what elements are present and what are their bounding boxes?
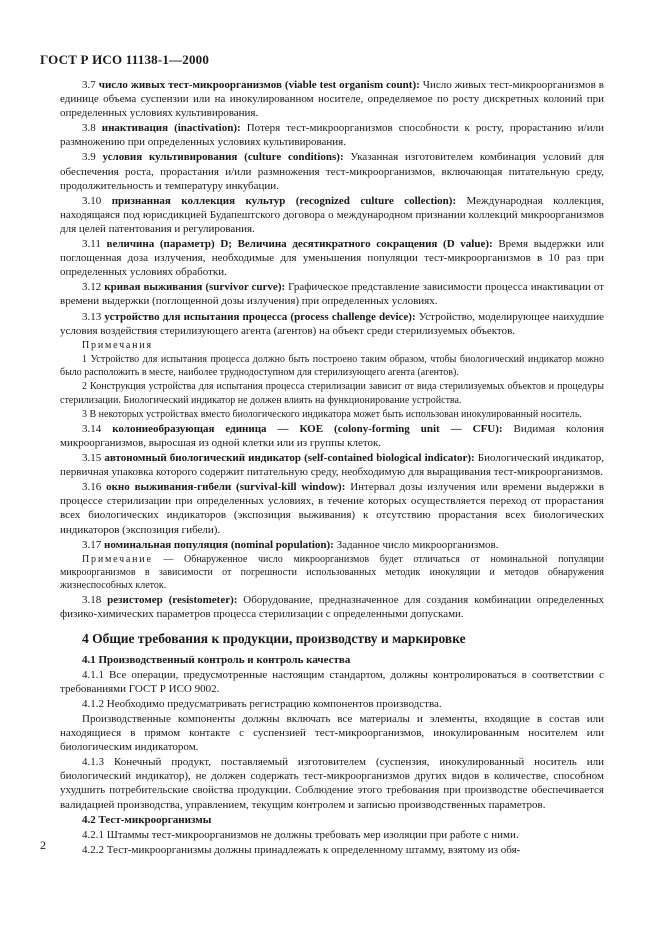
definition-item [60, 538, 604, 552]
note-item: 2 Конструкция устройства для испытания процесса стерилизации зависит от вида стерилизуемых объектов и процедуры стерилизации. Биологический индикатор не должен влиять на функционирование устройства. [60, 381, 604, 406]
term-name: номинальная популяция (nominal population): [104, 538, 334, 551]
subsection-4-1-title: 4.1 Производственный контроль и контроль качества [82, 653, 351, 666]
term-number: 3.7 [82, 79, 96, 91]
definition-item [60, 422, 604, 450]
definitions-list-b [60, 422, 604, 552]
single-note-label: Примечание [82, 553, 153, 565]
definition-3-18 [60, 593, 604, 621]
single-note-text: — Обнаруженное число микроорганизмов будет отличаться от номинальной популяции микроорганизмов в зависимости от погрешности использованных методик инокуляции и методов обнаружения жизнеспособных клеток. [60, 553, 604, 592]
subsection-4-1-body [60, 668, 604, 812]
term-number: 3.12 [82, 281, 102, 294]
term-name: число живых тест-микроорганизмов (viable test organism count): [98, 79, 420, 91]
term-number: 3.9 [82, 151, 96, 164]
term-number: 3.11 [82, 238, 101, 251]
paragraph: 4.2.1 Штаммы тест-микроорганизмов не должны требовать мер изоляции при работе с ними. [82, 828, 519, 841]
subsection-4-2-title: 4.2 Тест-микроорганизмы [82, 813, 212, 826]
definition-item [60, 194, 604, 236]
term-definition: Интервал дозы излучения или времени выдержки в процессе стерилизации при определенных условиях, в течение которых осуществляется переход от прорастания всех биологических индикаторов (экспозиция выживания) к отсутствию прорастания всех биологических индикаторов (экспозиция гибели). [60, 481, 605, 536]
term-name: кривая выживания (survivor curve): [104, 281, 286, 294]
definition-item [60, 451, 604, 479]
document-body [60, 78, 604, 858]
term-definition: Число живых тест-микроорганизмов в единице объема суспензии или на инокулированном носителе, определяемое по росту дискретных колоний при определенных условиях культивирования. [60, 79, 604, 120]
definition-item [60, 121, 604, 149]
term-definition: Устройство, моделирующее наихудшие условия воздействия стерилизующего агента (агентов) на объект среди стерилизуемых объектов. [60, 310, 605, 337]
term-definition: Графическое представление зависимости процесса инактивации от времени выдержки (поглощенной дозы излучения) при определенных условиях. [60, 281, 605, 308]
term-name: колониеобразующая единица — КОЕ (colony-forming unit — CFU): [112, 422, 503, 435]
term-definition: Заданное число микроорганизмов. [333, 538, 499, 551]
term-number: 3.8 [82, 122, 96, 135]
single-note [60, 553, 604, 593]
term-name: автономный биологический индикатор (self-contained biological indicator): [104, 452, 475, 465]
definition-item [60, 78, 604, 120]
paragraph: 4.2.2 Тест-микроорганизмы должны принадлежать к определенному штамму, взятому из обя- [82, 843, 521, 856]
term-number: 3.10 [82, 194, 102, 207]
term-definition: Время выдержки или поглощенная доза излучения, необходимые для уменьшения популяции тест-микроорганизмов в 10 раз при определенных условиях обработки. [60, 238, 605, 279]
definition-item [60, 310, 604, 338]
term-number: 3.13 [82, 310, 102, 323]
term-name: резистомер (resistometer): [107, 594, 238, 607]
term-name: признанная коллекция культур (recognized culture collection): [111, 194, 457, 207]
term-definition: Видимая колония микроорганизмов, выросшая из одной клетки или из группы клеток. [60, 422, 604, 449]
term-number: 3.18 [82, 594, 102, 607]
note-item: 3 В некоторых устройствах вместо биологического индикатора может быть использован инокулированный носитель. [82, 408, 582, 420]
term-number: 3.15 [82, 452, 102, 465]
term-name: окно выживания-гибели (survival-kill window): [106, 481, 346, 494]
term-name: устройство для испытания процесса (process challenge device): [104, 310, 416, 323]
definition-item [60, 280, 604, 308]
notes-list [60, 353, 604, 421]
term-name: условия культивирования (culture conditions): [102, 151, 344, 164]
page-number: 2 [40, 838, 46, 852]
term-definition: Потеря тест-микроорганизмов способности к росту, прорастанию и/или размножению при определенных условиях культивирования. [60, 122, 604, 149]
definitions-list-a [60, 78, 604, 338]
section-4-title: 4 Общие требования к продукции, производству и маркировке [82, 630, 466, 646]
paragraph: Производственные компоненты должны включать все материалы и элементы, входящие в состав или находящиеся в прямом контакте с суспензией тест-микроорганизмов, инокулированным носителем или биологическим индикатором. [60, 713, 604, 754]
term-name: инактивация (inactivation): [101, 122, 241, 135]
term-number: 3.14 [82, 422, 102, 435]
paragraph: 4.1.3 Конечный продукт, поставляемый изготовителем (суспензия, инокулированный носитель или биологический индикатор), не должен содержать тест-микроорганизмов других видов в количестве, способном ухудшить потребительские свойства продукции. Соблюдение этого требования при производстве обеспечивается валидацией производства, управлением, текущим контролем и записью производственных параметров. [60, 756, 604, 811]
definition-item [60, 480, 604, 536]
term-number: 3.17 [82, 538, 102, 551]
note-item: 1 Устройство для испытания процесса должно быть построено таким образом, чтобы биологический индикатор можно было расположить в месте, наиболее труднодоступном для стерилизующего агента (агентов). [60, 353, 604, 379]
subsection-4-2-body [60, 828, 604, 857]
term-definition: Оборудование, предназначенное для создания комбинации определенных физико-химических параметров процесса стерилизации с определенными допусками. [60, 594, 604, 621]
notes-block [60, 339, 604, 421]
paragraph: 4.1.1 Все операции, предусмотренные настоящим стандартом, должны контролироваться в соответствии с требованиями ГОСТ Р ИСО 9002. [60, 668, 604, 695]
term-name: величина (параметр) D; Величина десятикратного сокращения (D value): [106, 238, 493, 251]
definition-item [60, 237, 604, 279]
definition-item [60, 150, 604, 192]
term-definition: Биологический индикатор, первичная упаковка которого содержит питательную среду, необходимую для выращивания тест-микроорганизмов. [60, 452, 604, 479]
term-number: 3.16 [82, 481, 102, 494]
paragraph: 4.1.2 Необходимо предусматривать регистрацию компонентов производства. [82, 697, 442, 710]
notes-title: Примечания [82, 339, 153, 351]
document-header: ГОСТ Р ИСО 11138-1—2000 [40, 52, 210, 67]
term-definition: Международная коллекция, находящаяся под юрисдикцией Будапештского договора о международном признании коллекций микроорганизмов для целей патентования и регулирования. [60, 194, 604, 235]
term-definition: Указанная изготовителем комбинация условий для обеспечения роста, прорастания и/или размножения тест-микроорганизмов, включающая питательную среду, продолжительность и температуру инкубации. [60, 151, 605, 192]
